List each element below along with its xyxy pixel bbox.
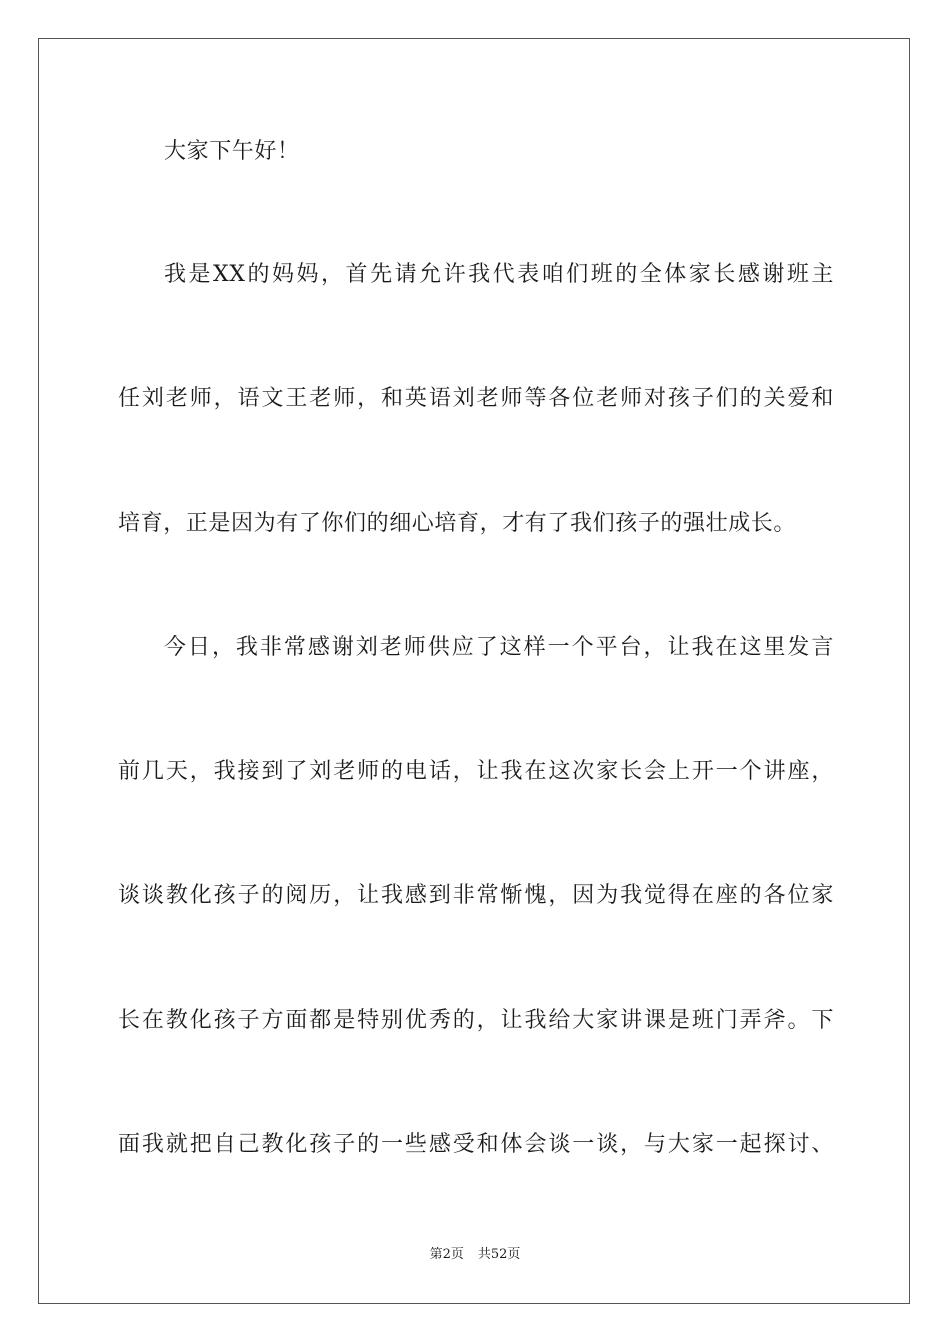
body-text-line: 培育，正是因为有了你们的细心培育，才有了我们孩子的强壮成长。: [118, 511, 797, 536]
page-footer: [0, 1246, 950, 1264]
page-number: 第2页: [429, 1247, 464, 1262]
body-text-line: 今日，我非常感谢刘老师供应了这样一个平台，让我在这里发言: [164, 635, 834, 660]
greeting-line: 大家下午好！: [164, 139, 300, 164]
body-text-line: 我是XX的妈妈，首先请允许我代表咱们班的全体家长感谢班主: [164, 262, 834, 287]
body-text-line: 任刘老师，语文王老师，和英语刘老师等各位老师对孩子们的关爱和: [118, 386, 834, 411]
body-text-line: 谈谈教化孩子的阅历，让我感到非常惭愧，因为我觉得在座的各位家: [118, 883, 834, 908]
page-border: [38, 38, 910, 1304]
body-text-line: 长在教化孩子方面都是特别优秀的，让我给大家讲课是班门弄斧。下: [118, 1008, 834, 1033]
body-text-line: 面我就把自己教化孩子的一些感受和体会谈一谈，与大家一起探讨、: [118, 1132, 834, 1157]
page-total: 共52页: [477, 1247, 521, 1262]
body-text-line: 前几天，我接到了刘老师的电话，让我在这次家长会上开一个讲座，: [118, 759, 834, 784]
